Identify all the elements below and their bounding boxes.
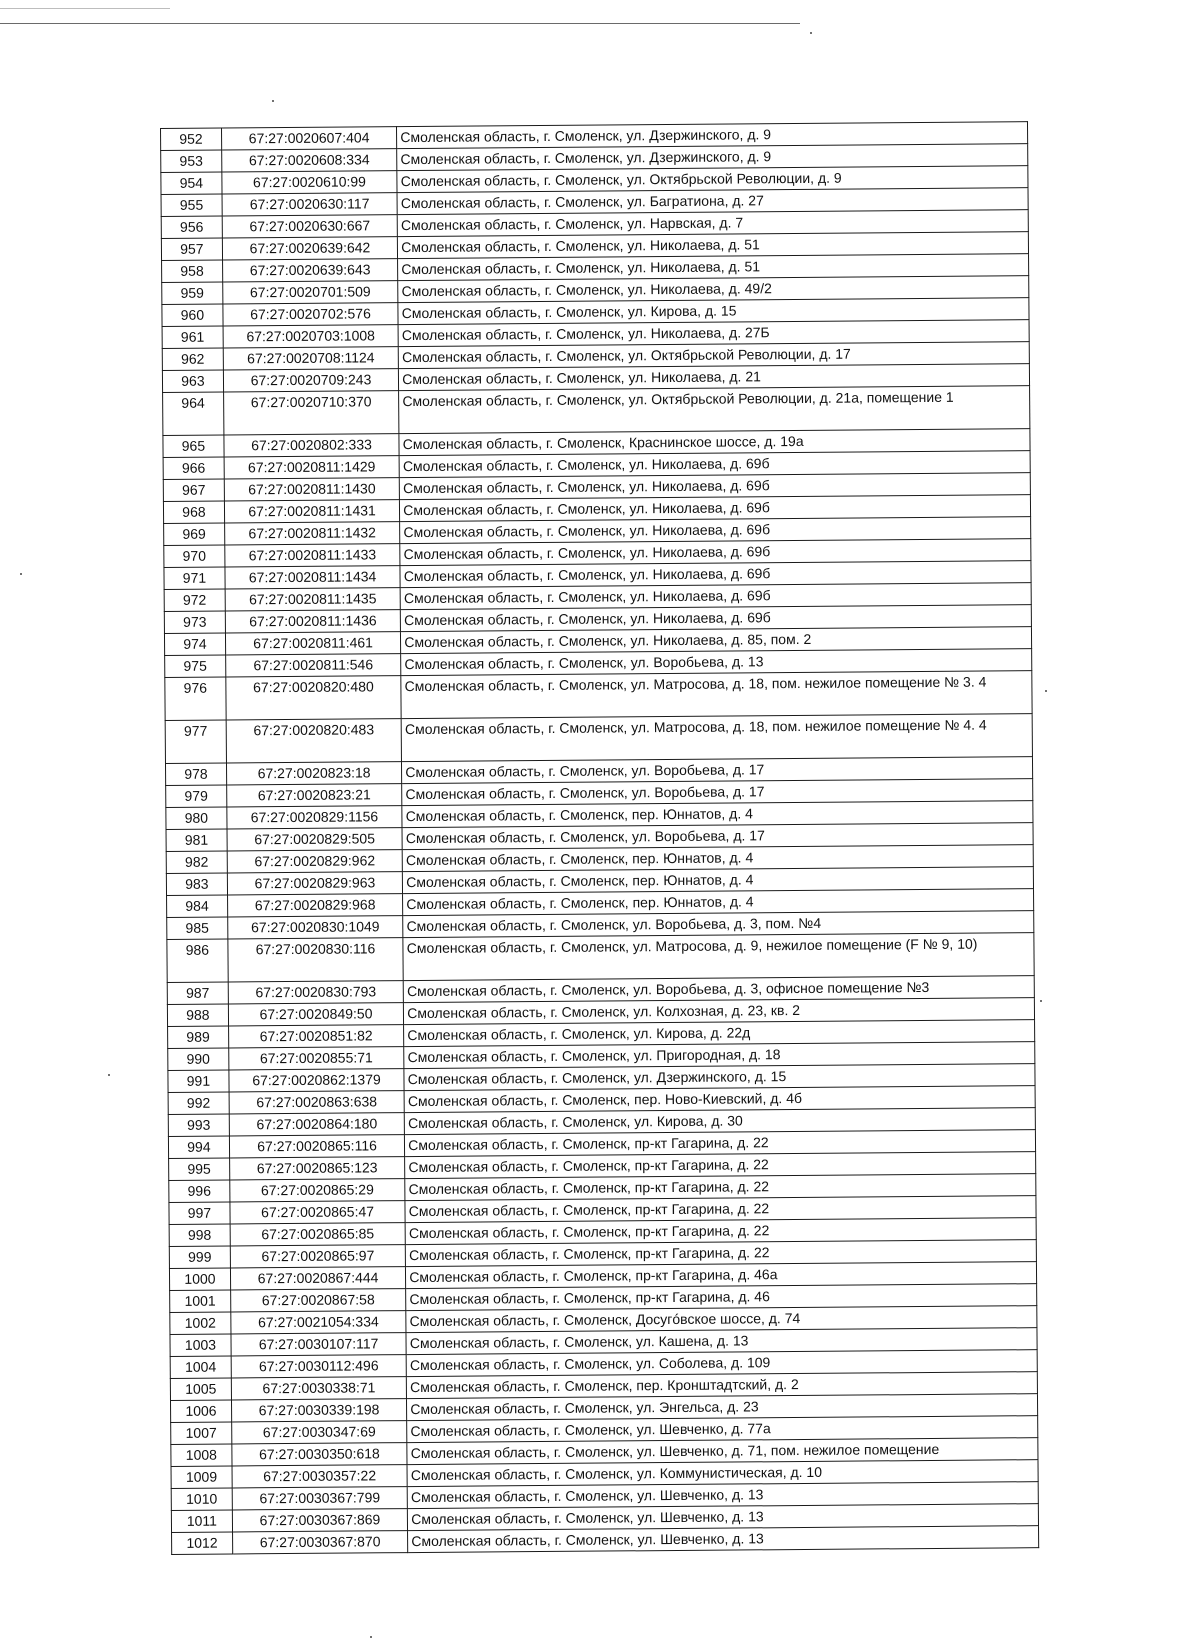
- cadastral-number-cell: 67:27:0021054:334: [231, 1311, 407, 1334]
- address-cell: Смоленская область, г. Смоленск, пр-кт Гагарина, д. 22: [405, 1130, 1036, 1157]
- scan-speck: [20, 573, 22, 575]
- cadastral-number-cell: 67:27:0020829:1156: [227, 806, 403, 829]
- cadastral-number-cell: 67:27:0020811:461: [225, 632, 401, 655]
- cadastral-number-cell: 67:27:0020610:99: [222, 171, 398, 194]
- address-cell: Смоленская область, г. Смоленск, ул. Октябрьской Революции, д. 17: [398, 342, 1029, 369]
- row-number-cell: 988: [167, 1004, 228, 1026]
- address-cell: Смоленская область, г. Смоленск, пр-кт Гагарина, д. 22: [405, 1218, 1036, 1245]
- address-cell: Смоленская область, г. Смоленск, пр-кт Гагарина, д. 22: [406, 1240, 1037, 1267]
- row-number-cell: 1005: [170, 1378, 231, 1400]
- cadastral-number-cell: 67:27:0020865:47: [230, 1201, 406, 1224]
- row-number-cell: 993: [168, 1114, 229, 1136]
- row-number-cell: 997: [169, 1202, 230, 1224]
- row-number-cell: 985: [167, 917, 228, 939]
- cadastral-number-cell: 67:27:0020829:505: [227, 828, 403, 851]
- row-number-cell: 1007: [171, 1422, 232, 1444]
- address-cell: Смоленская область, г. Смоленск, пр-кт Гагарина, д. 22: [405, 1174, 1036, 1201]
- address-cell: Смоленская область, г. Смоленск, ул. Октябрьской Революции, д. 9: [397, 166, 1028, 193]
- address-cell: Смоленская область, г. Смоленск, ул. Кашена, д. 13: [406, 1328, 1037, 1355]
- cadastral-number-cell: 67:27:0020639:642: [222, 237, 398, 260]
- row-number-cell: 982: [166, 851, 227, 873]
- address-cell: Смоленская область, г. Смоленск, пр-кт Гагарина, д. 22: [405, 1196, 1036, 1223]
- cadastral-number-cell: 67:27:0020811:1433: [225, 544, 401, 567]
- property-list-table: [160, 121, 1039, 1555]
- address-cell: Смоленская область, г. Смоленск, ул. Соболева, д. 109: [406, 1350, 1037, 1377]
- row-number-cell: 974: [164, 633, 225, 655]
- address-cell: Смоленская область, г. Смоленск, ул. Матросова, д. 9, нежилое помещение (F № 9, 10): [403, 933, 1034, 981]
- table-row: [163, 386, 1030, 436]
- scan-speck: [370, 1636, 372, 1638]
- row-number-cell: 958: [162, 260, 223, 282]
- scan-top-line: [0, 23, 800, 24]
- address-cell: Смоленская область, г. Смоленск, ул. Воробьева, д. 3, офисное помещение №3: [403, 976, 1034, 1003]
- row-number-cell: 991: [168, 1070, 229, 1092]
- cadastral-number-cell: 67:27:0020865:97: [230, 1245, 406, 1268]
- cadastral-number-cell: 67:27:0020703:1008: [223, 325, 399, 348]
- address-cell: Смоленская область, г. Смоленск, ул. Дзержинского, д. 15: [404, 1064, 1035, 1091]
- row-number-cell: 960: [162, 304, 223, 326]
- address-cell: Смоленская область, г. Смоленск, ул. Николаева, д. 69б: [400, 561, 1031, 588]
- row-number-cell: 956: [161, 216, 222, 238]
- address-cell: Смоленская область, г. Смоленск, ул. Воробьева, д. 17: [402, 823, 1033, 850]
- cadastral-number-cell: 67:27:0020607:404: [221, 127, 397, 150]
- address-cell: Смоленская область, г. Смоленск, ул. Кирова, д. 15: [398, 298, 1029, 325]
- address-cell: Смоленская область, г. Смоленск, ул. Шевченко, д. 13: [408, 1526, 1039, 1553]
- row-number-cell: 967: [163, 479, 224, 501]
- cadastral-number-cell: 67:27:0030350:618: [232, 1443, 408, 1466]
- cadastral-number-cell: 67:27:0020820:480: [226, 676, 402, 720]
- scan-speck: [108, 1074, 110, 1076]
- row-number-cell: 957: [161, 238, 222, 260]
- address-cell: Смоленская область, г. Смоленск, ул. Николаева, д. 21: [399, 364, 1030, 391]
- row-number-cell: 986: [167, 939, 228, 982]
- address-cell: Смоленская область, г. Смоленск, ул. Шевченко, д. 77а: [407, 1416, 1038, 1443]
- scan-speck: [810, 32, 812, 34]
- address-cell: Смоленская область, г. Смоленск, пер. Юннатов, д. 4: [403, 889, 1034, 916]
- address-cell: Смоленская область, г. Смоленск, пер. Кронштадтский, д. 2: [407, 1372, 1038, 1399]
- address-cell: Смоленская область, г. Смоленск, ул. Воробьева, д. 3, пом. №4: [403, 911, 1034, 938]
- cadastral-number-cell: 67:27:0020855:71: [229, 1047, 405, 1070]
- cadastral-number-cell: 67:27:0020811:1436: [225, 610, 401, 633]
- cadastral-number-cell: 67:27:0020830:793: [228, 981, 404, 1004]
- cadastral-number-cell: 67:27:0030112:496: [231, 1355, 407, 1378]
- scan-edge-mark: [0, 8, 170, 9]
- property-list-body: [161, 122, 1039, 1555]
- row-number-cell: 1004: [170, 1356, 231, 1378]
- address-cell: Смоленская область, г. Смоленск, ул. Николаева, д. 69б: [401, 605, 1032, 632]
- address-cell: Смоленская область, г. Смоленск, ул. Воробьева, д. 13: [401, 649, 1032, 676]
- scan-speck: [1045, 690, 1047, 692]
- row-number-cell: 983: [166, 873, 227, 895]
- address-cell: Смоленская область, г. Смоленск, ул. Николаева, д. 69б: [400, 539, 1031, 566]
- row-number-cell: 996: [169, 1180, 230, 1202]
- address-cell: Смоленская область, г. Смоленск, ул. Николаева, д. 69б: [399, 451, 1030, 478]
- address-cell: Смоленская область, г. Смоленск, ул. Николаева, д. 69б: [400, 517, 1031, 544]
- address-cell: Смоленская область, г. Смоленск, ул. Николаева, д. 49/2: [398, 276, 1029, 303]
- row-number-cell: 1006: [170, 1400, 231, 1422]
- cadastral-number-cell: 67:27:0020865:123: [229, 1157, 405, 1180]
- address-cell: Смоленская область, г. Смоленск, пр-кт Гагарина, д. 46а: [406, 1262, 1037, 1289]
- row-number-cell: 977: [165, 720, 226, 763]
- address-cell: Смоленская область, г. Смоленск, ул. Николаева, д. 69б: [400, 473, 1031, 500]
- row-number-cell: 995: [169, 1158, 230, 1180]
- address-cell: Смоленская область, г. Смоленск, пер. Ново-Киевский, д. 4б: [404, 1086, 1035, 1113]
- cadastral-number-cell: 67:27:0030339:198: [231, 1399, 407, 1422]
- address-cell: Смоленская область, г. Смоленск, Досугóвское шоссе, д. 74: [406, 1306, 1037, 1333]
- cadastral-number-cell: 67:27:0030107:117: [231, 1333, 407, 1356]
- cadastral-number-cell: 67:27:0020864:180: [229, 1113, 405, 1136]
- row-number-cell: 999: [169, 1246, 230, 1268]
- cadastral-number-cell: 67:27:0020811:1430: [224, 478, 400, 501]
- row-number-cell: 1011: [171, 1510, 232, 1532]
- table-row: [165, 714, 1032, 764]
- row-number-cell: 952: [161, 128, 222, 150]
- row-number-cell: 976: [165, 677, 226, 720]
- row-number-cell: 968: [163, 501, 224, 523]
- address-cell: Смоленская область, г. Смоленск, ул. Николаева, д. 27Б: [398, 320, 1029, 347]
- address-cell: Смоленская область, г. Смоленск, ул. Колхозная, д. 23, кв. 2: [404, 998, 1035, 1025]
- cadastral-number-cell: 67:27:0020829:962: [227, 850, 403, 873]
- address-cell: Смоленская область, г. Смоленск, ул. Матросова, д. 18, пом. нежилое помещение № 4. 4: [401, 714, 1032, 762]
- row-number-cell: 981: [166, 829, 227, 851]
- cadastral-number-cell: 67:27:0020802:333: [224, 434, 400, 457]
- row-number-cell: 989: [168, 1026, 229, 1048]
- row-number-cell: 987: [167, 982, 228, 1004]
- cadastral-number-cell: 67:27:0020865:29: [230, 1179, 406, 1202]
- address-cell: Смоленская область, г. Смоленск, ул. Нарвская, д. 7: [397, 210, 1028, 237]
- address-cell: Смоленская область, г. Смоленск, ул. Воробьева, д. 17: [402, 779, 1033, 806]
- row-number-cell: 998: [169, 1224, 230, 1246]
- row-number-cell: 962: [162, 348, 223, 370]
- cadastral-number-cell: 67:27:0020701:509: [223, 281, 399, 304]
- cadastral-number-cell: 67:27:0020867:58: [230, 1289, 406, 1312]
- address-cell: Смоленская область, г. Смоленск, ул. Дзержинского, д. 9: [397, 144, 1028, 171]
- cadastral-number-cell: 67:27:0030367:869: [232, 1509, 408, 1532]
- address-cell: Смоленская область, г. Смоленск, пр-кт Гагарина, д. 46: [406, 1284, 1037, 1311]
- cadastral-number-cell: 67:27:0020608:334: [222, 149, 398, 172]
- address-cell: Смоленская область, г. Смоленск, пер. Юннатов, д. 4: [402, 801, 1033, 828]
- cadastral-number-cell: 67:27:0020708:1124: [223, 347, 399, 370]
- row-number-cell: 975: [165, 655, 226, 677]
- cadastral-number-cell: 67:27:0020830:1049: [228, 916, 404, 939]
- address-cell: Смоленская область, г. Смоленск, пер. Юннатов, д. 4: [403, 867, 1034, 894]
- cadastral-number-cell: 67:27:0030338:71: [231, 1377, 407, 1400]
- row-number-cell: 959: [162, 282, 223, 304]
- row-number-cell: 1000: [169, 1268, 230, 1290]
- row-number-cell: 994: [168, 1136, 229, 1158]
- address-cell: Смоленская область, г. Смоленск, ул. Октябрьской Революции, д. 21а, помещение 1: [399, 386, 1030, 434]
- row-number-cell: 1003: [170, 1334, 231, 1356]
- address-cell: Смоленская область, г. Смоленск, ул. Багратиона, д. 27: [397, 188, 1028, 215]
- row-number-cell: 969: [164, 523, 225, 545]
- scan-speck: [1040, 1000, 1042, 1002]
- cadastral-number-cell: 67:27:0020811:1429: [224, 456, 400, 479]
- cadastral-number-cell: 67:27:0030367:799: [232, 1487, 408, 1510]
- address-cell: Смоленская область, г. Смоленск, ул. Пригородная, д. 18: [404, 1042, 1035, 1069]
- cadastral-number-cell: 67:27:0020851:82: [228, 1025, 404, 1048]
- address-cell: Смоленская область, г. Смоленск, ул. Кирова, д. 22д: [404, 1020, 1035, 1047]
- row-number-cell: 1012: [172, 1532, 233, 1554]
- address-cell: Смоленская область, г. Смоленск, ул. Шевченко, д. 13: [407, 1482, 1038, 1509]
- address-cell: Смоленская область, г. Смоленск, пер. Юннатов, д. 4: [402, 845, 1033, 872]
- row-number-cell: 973: [164, 611, 225, 633]
- row-number-cell: 1001: [170, 1290, 231, 1312]
- address-cell: Смоленская область, г. Смоленск, пр-кт Гагарина, д. 22: [405, 1152, 1036, 1179]
- row-number-cell: 966: [163, 457, 224, 479]
- address-cell: Смоленская область, г. Смоленск, ул. Николаева, д. 69б: [400, 495, 1031, 522]
- address-cell: Смоленская область, г. Смоленск, ул. Коммунистическая, д. 10: [407, 1460, 1038, 1487]
- row-number-cell: 990: [168, 1048, 229, 1070]
- row-number-cell: 954: [161, 172, 222, 194]
- cadastral-number-cell: 67:27:0020867:444: [230, 1267, 406, 1290]
- address-cell: Смоленская область, г. Смоленск, ул. Николаева, д. 51: [398, 232, 1029, 259]
- address-cell: Смоленская область, г. Смоленск, ул. Воробьева, д. 17: [402, 757, 1033, 784]
- cadastral-number-cell: 67:27:0020862:1379: [229, 1069, 405, 1092]
- address-cell: Смоленская область, г. Смоленск, ул. Дзержинского, д. 9: [397, 122, 1028, 149]
- cadastral-number-cell: 67:27:0020702:576: [223, 303, 399, 326]
- row-number-cell: 953: [161, 150, 222, 172]
- cadastral-number-cell: 67:27:0020710:370: [223, 391, 399, 435]
- cadastral-number-cell: 67:27:0020811:1435: [225, 588, 401, 611]
- cadastral-number-cell: 67:27:0020820:483: [226, 719, 402, 763]
- cadastral-number-cell: 67:27:0020823:18: [226, 762, 402, 785]
- cadastral-number-cell: 67:27:0020823:21: [226, 784, 402, 807]
- scan-speck: [272, 100, 274, 102]
- address-cell: Смоленская область, г. Смоленск, ул. Николаева, д. 85, пом. 2: [401, 627, 1032, 654]
- row-number-cell: 970: [164, 545, 225, 567]
- cadastral-number-cell: 67:27:0020863:638: [229, 1091, 405, 1114]
- cadastral-number-cell: 67:27:0020865:116: [229, 1135, 405, 1158]
- row-number-cell: 955: [161, 194, 222, 216]
- cadastral-number-cell: 67:27:0030357:22: [232, 1465, 408, 1488]
- cadastral-number-cell: 67:27:0020630:667: [222, 215, 398, 238]
- address-cell: Смоленская область, г. Смоленск, ул. Николаева, д. 51: [398, 254, 1029, 281]
- cadastral-number-cell: 67:27:0020865:85: [230, 1223, 406, 1246]
- cadastral-number-cell: 67:27:0020830:116: [228, 938, 404, 982]
- row-number-cell: 963: [162, 370, 223, 392]
- address-cell: Смоленская область, г. Смоленск, ул. Кирова, д. 30: [404, 1108, 1035, 1135]
- row-number-cell: 961: [162, 326, 223, 348]
- cadastral-number-cell: 67:27:0020709:243: [223, 369, 399, 392]
- row-number-cell: 1002: [170, 1312, 231, 1334]
- row-number-cell: 1009: [171, 1466, 232, 1488]
- address-cell: Смоленская область, г. Смоленск, ул. Шевченко, д. 71, пом. нежилое помещение: [407, 1438, 1038, 1465]
- cadastral-number-cell: 67:27:0020811:1431: [224, 500, 400, 523]
- row-number-cell: 1010: [171, 1488, 232, 1510]
- row-number-cell: 965: [163, 435, 224, 457]
- cadastral-number-cell: 67:27:0020639:643: [222, 259, 398, 282]
- cadastral-number-cell: 67:27:0030367:870: [232, 1531, 408, 1554]
- cadastral-number-cell: 67:27:0020811:1434: [225, 566, 401, 589]
- row-number-cell: 964: [163, 392, 224, 435]
- address-cell: Смоленская область, г. Смоленск, ул. Николаева, д. 69б: [400, 583, 1031, 610]
- row-number-cell: 979: [166, 785, 227, 807]
- cadastral-number-cell: 67:27:0020829:963: [227, 872, 403, 895]
- cadastral-number-cell: 67:27:0020829:968: [227, 894, 403, 917]
- table-row: [165, 671, 1032, 721]
- cadastral-number-cell: 67:27:0030347:69: [231, 1421, 407, 1444]
- row-number-cell: 971: [164, 567, 225, 589]
- cadastral-number-cell: 67:27:0020630:117: [222, 193, 398, 216]
- row-number-cell: 980: [166, 807, 227, 829]
- address-cell: Смоленская область, г. Смоленск, ул. Шевченко, д. 13: [408, 1504, 1039, 1531]
- address-cell: Смоленская область, г. Смоленск, ул. Матросова, д. 18, пом. нежилое помещение № 3. 4: [401, 671, 1032, 719]
- row-number-cell: 1008: [171, 1444, 232, 1466]
- row-number-cell: 992: [168, 1092, 229, 1114]
- address-cell: Смоленская область, г. Смоленск, ул. Энгельса, д. 23: [407, 1394, 1038, 1421]
- cadastral-number-cell: 67:27:0020849:50: [228, 1003, 404, 1026]
- cadastral-number-cell: 67:27:0020811:1432: [224, 522, 400, 545]
- row-number-cell: 972: [164, 589, 225, 611]
- table-row: [167, 933, 1034, 983]
- row-number-cell: 978: [165, 763, 226, 785]
- row-number-cell: 984: [167, 895, 228, 917]
- cadastral-number-cell: 67:27:0020811:546: [225, 654, 401, 677]
- address-cell: Смоленская область, г. Смоленск, Краснинское шоссе, д. 19а: [399, 429, 1030, 456]
